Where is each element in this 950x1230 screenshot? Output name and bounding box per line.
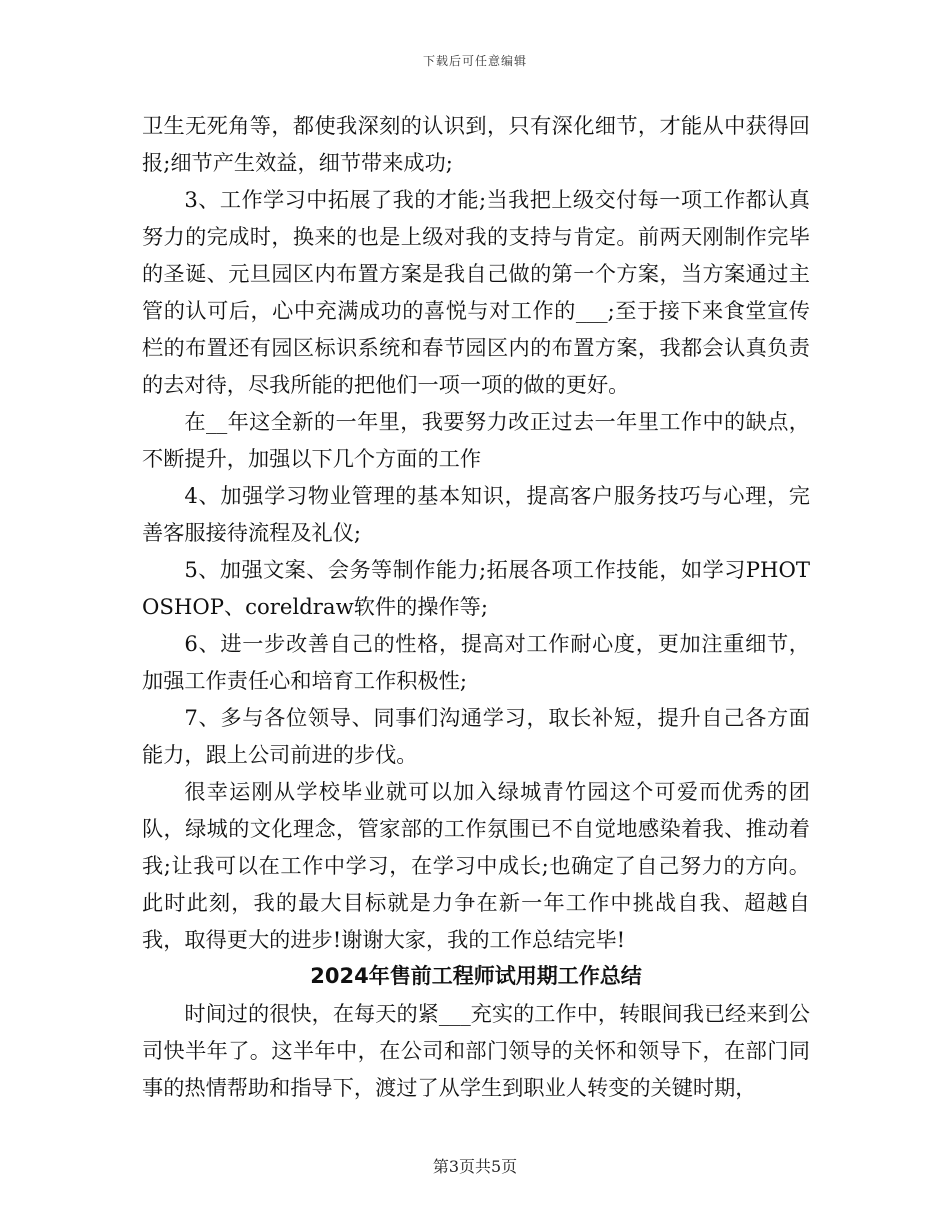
document-body — [142, 107, 810, 1106]
paragraph: 6、进一步改善自己的性格，提高对工作耐心度，更加注重细节，加强工作责任心和培育工作积极性; — [142, 631, 810, 693]
paragraph: 在__年这全新的一年里，我要努力改正过去一年里工作中的缺点，不断提升，加强以下几个方面的工作 — [142, 409, 810, 471]
paragraph: 4、加强学习物业管理的基本知识，提高客户服务技巧与心理，完善客服接待流程及礼仪; — [142, 483, 810, 545]
paragraph: 卫生无死角等，都使我深刻的认识到，只有深化细节，才能从中获得回报;细节产生效益，细节带来成功; — [142, 113, 810, 175]
paragraph: 5、加强文案、会务等制作能力;拓展各项工作技能，如学习PHOTOSHOP、coreldraw软件的操作等; — [142, 557, 810, 619]
page-footer: 第3页共5页 — [432, 1157, 518, 1176]
paragraph: 很幸运刚从学校毕业就可以加入绿城青竹园这个可爱而优秀的团队，绿城的文化理念，管家部的工作氛围已不自觉地感染着我、推动着我;让我可以在工作中学习，在学习中成长;也确定了自己努力的方向。此时此刻，我的最大目标就是力争在新一年工作中挑战自我、超越自我，取得更大的进步!谢谢大家，我的工作总结完毕! — [142, 779, 810, 952]
page-header: 下载后可任意编辑 — [422, 54, 527, 68]
paragraph: 时间过的很快，在每天的紧___充实的工作中，转眼间我已经来到公司快半年了。这半年中，在公司和部门领导的关怀和领导下，在部门同事的热情帮助和指导下，渡过了从学生到职业人转变的关键时期， — [142, 1001, 810, 1100]
section-title: 2024年售前工程师试用期工作总结 — [310, 964, 642, 988]
paragraph: 7、多与各位领导、同事们沟通学习，取长补短，提升自己各方面能力，跟上公司前进的步伐。 — [142, 705, 810, 767]
paragraph: 3、工作学习中拓展了我的才能;当我把上级交付每一项工作都认真努力的完成时，换来的也是上级对我的支持与肯定。前两天刚制作完毕的圣诞、元旦园区内布置方案是我自己做的第一个方案，当方案通过主管的认可后，心中充满成功的喜悦与对工作的___;至于接下来食堂宣传栏的布置还有园区标识系统和春节园区内的布置方案，我都会认真负责的去对待，尽我所能的把他们一项一项的做的更好。 — [142, 187, 810, 397]
